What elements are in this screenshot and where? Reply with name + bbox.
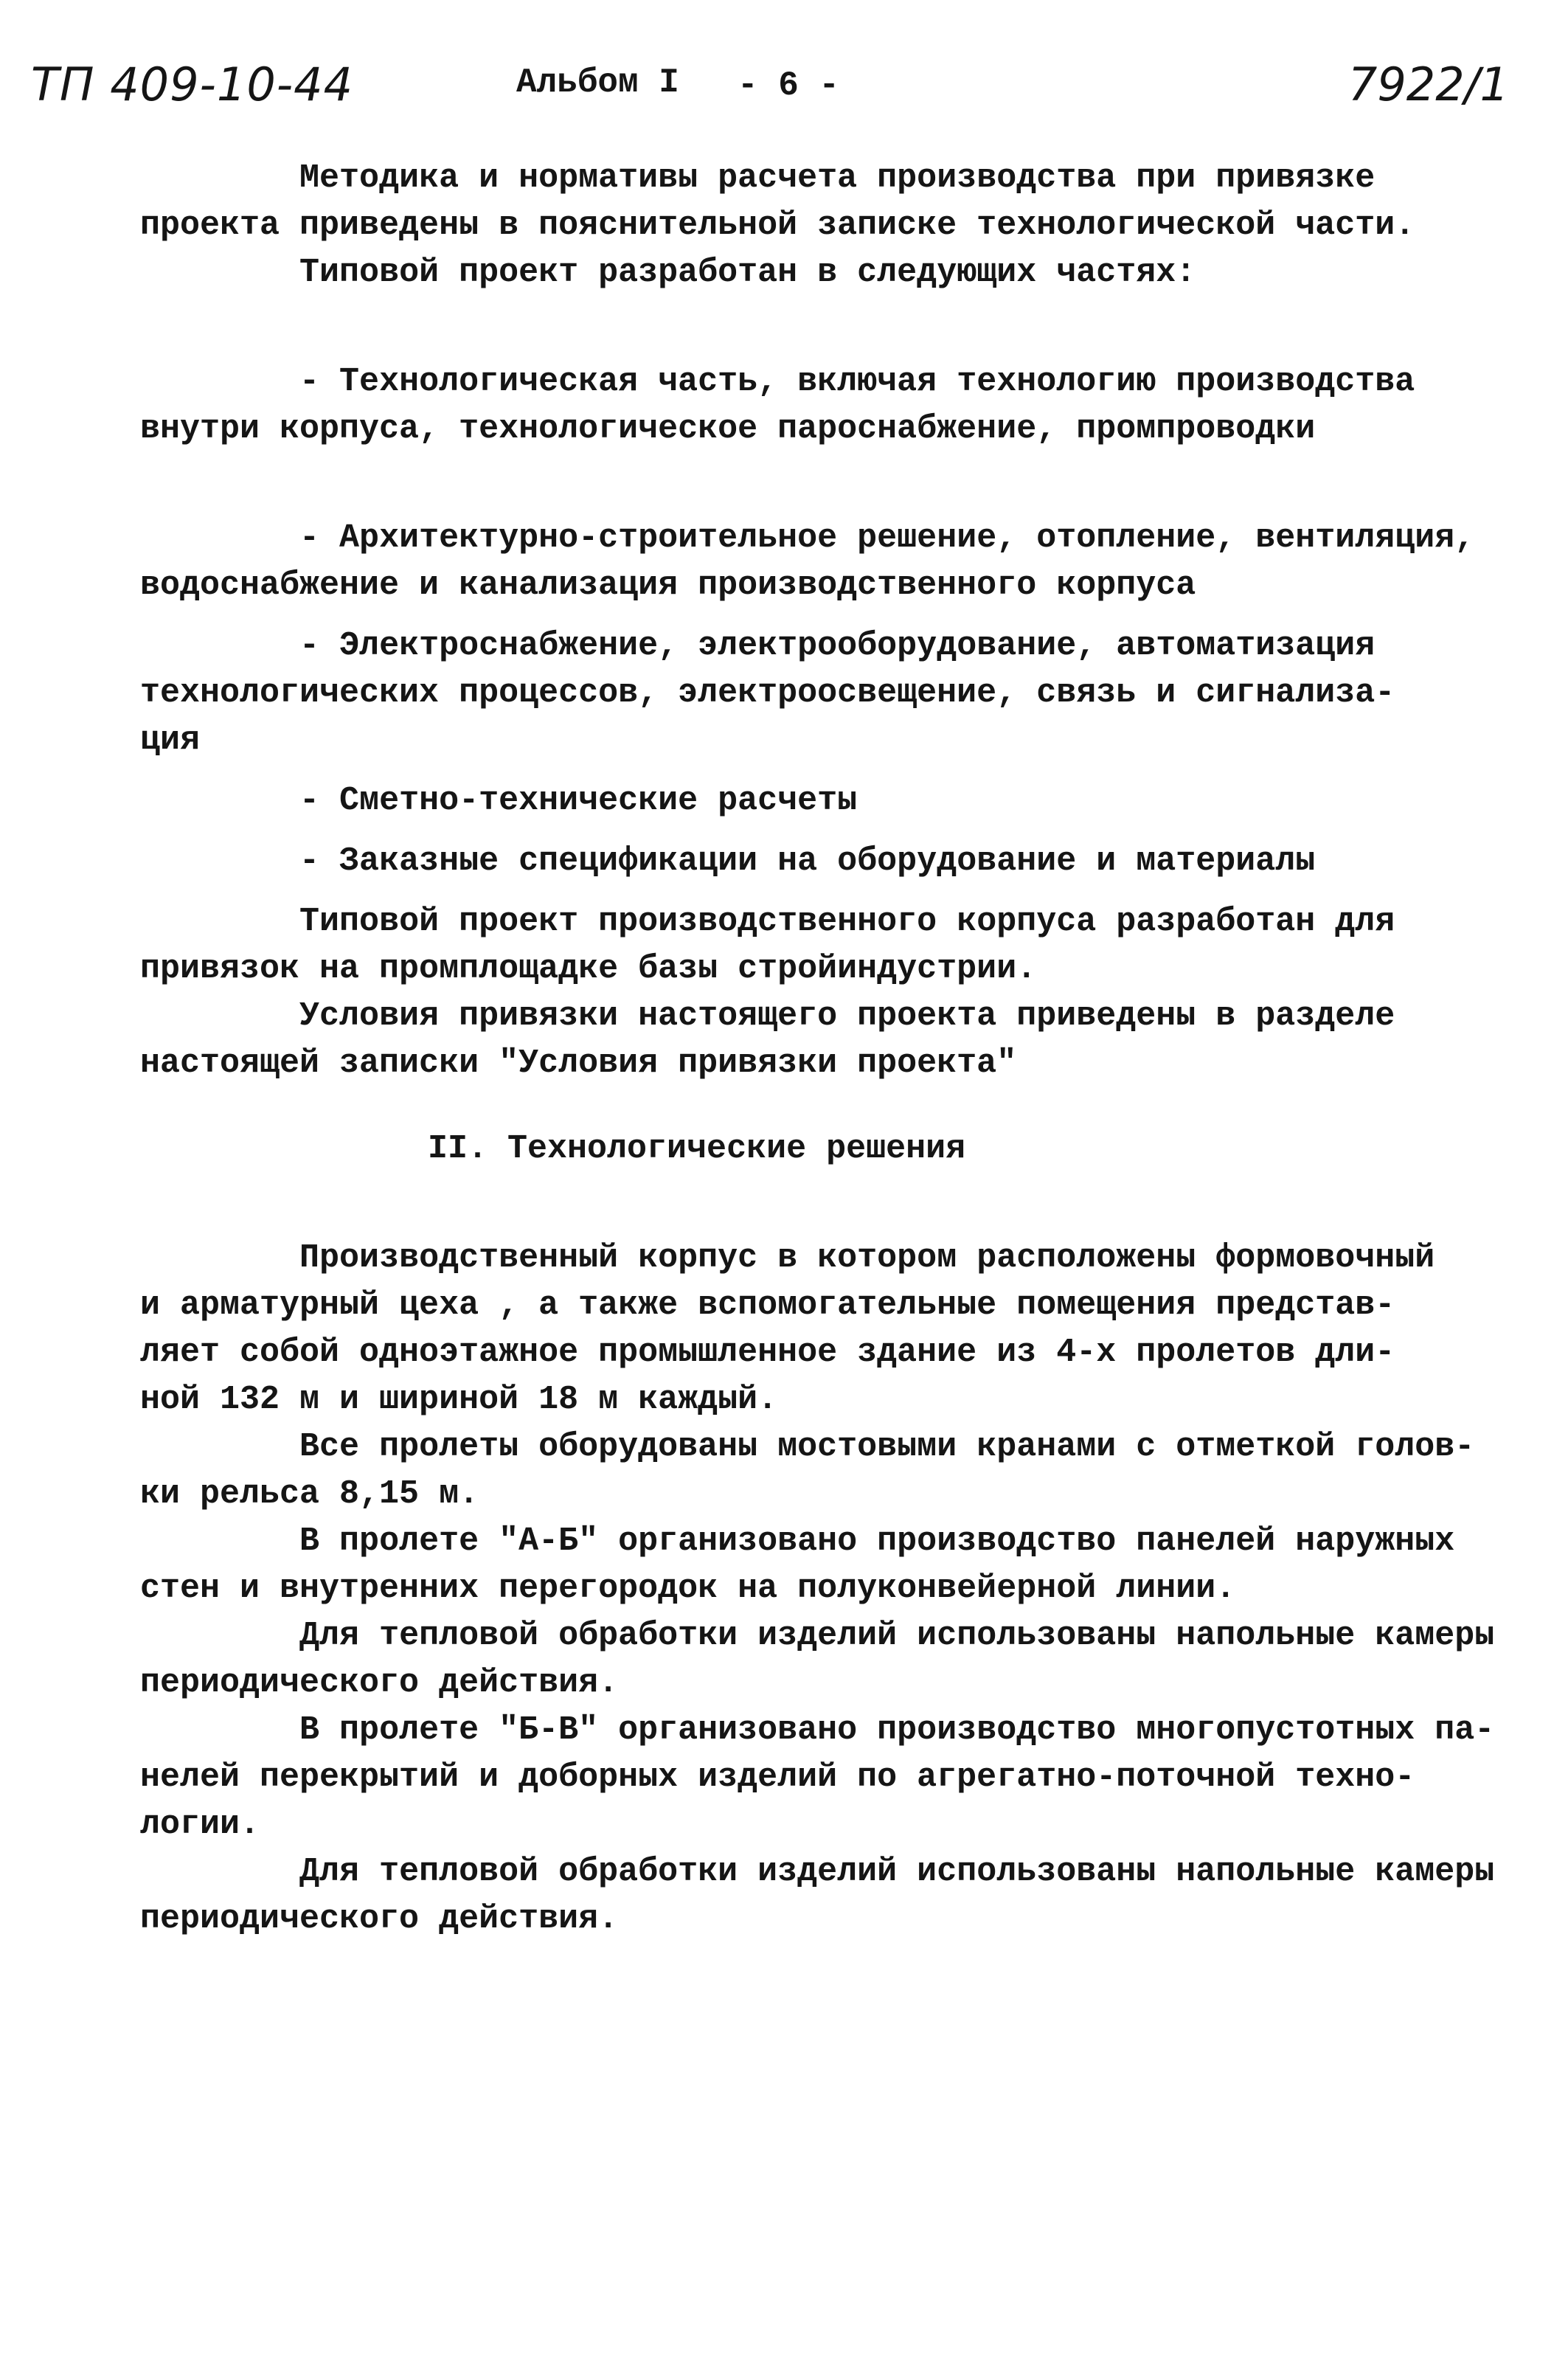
text-line: проекта приведены в пояснительной записке технологической части.	[140, 207, 1415, 244]
text-line: привязок на промплощадке базы стройиндустрии.	[140, 950, 1037, 988]
spacer	[140, 453, 1497, 515]
text-line: стен и внутренних перегородок на полуконвейерной линии.	[140, 1570, 1236, 1607]
text-line: В пролете "Б-В" организовано производство многопустотных па-	[140, 1711, 1495, 1749]
text-line: Типовой проект производственного корпуса разработан для	[140, 903, 1395, 940]
text-line: Для тепловой обработки изделий использованы напольные камеры	[140, 1617, 1495, 1654]
album-label: Альбом I	[516, 63, 679, 102]
text-line: Методика и нормативы расчета производства при привязке	[140, 159, 1376, 197]
page-number: - 6 -	[738, 66, 840, 105]
text-line: настоящей записки "Условия привязки проекта"	[140, 1044, 1017, 1082]
document-number: 7922/1	[1347, 58, 1509, 111]
text-line: В пролете "А-Б" организовано производство панелей наружных	[140, 1522, 1455, 1560]
text-line: ляет собой одноэтажное промышленное здание из 4-х пролетов дли-	[140, 1334, 1395, 1371]
text-line: Производственный корпус в котором расположены формовочный	[140, 1239, 1435, 1277]
page-header	[0, 0, 1568, 148]
text-line: - Технологическая часть, включая технологию производства	[140, 363, 1415, 401]
text-line: - Электроснабжение, электрооборудование, автоматизация	[140, 627, 1376, 665]
text-line: - Заказные спецификации на оборудование и материалы	[140, 842, 1316, 880]
text-line: Все пролеты оборудованы мостовыми кранами с отметкой голов-	[140, 1428, 1475, 1466]
text-line: Для тепловой обработки изделий использованы напольные камеры	[140, 1853, 1495, 1891]
spacer	[140, 297, 1497, 358]
text-line: ки рельса 8,15 м.	[140, 1475, 479, 1513]
text-line: - Архитектурно-строительное решение, отопление, вентиляция,	[140, 519, 1475, 557]
text-line: внутри корпуса, технологическое пароснабжение, промпроводки	[140, 410, 1316, 448]
text-line: Условия привязки настоящего проекта приведены в разделе	[140, 997, 1395, 1035]
text-line: логии.	[140, 1806, 260, 1843]
text-line: нелей перекрытий и доборных изделий по агрегатно-поточной техно-	[140, 1758, 1415, 1796]
document-body	[140, 155, 1497, 1943]
spacer	[140, 1173, 1497, 1235]
text-line: периодического действия.	[140, 1664, 619, 1702]
spacer	[140, 825, 1497, 838]
text-line: - Сметно-технические расчеты	[140, 782, 858, 819]
spacer	[140, 885, 1497, 898]
text-line: технологических процессов, электроосвещение, связь и сигнализа-	[140, 674, 1395, 712]
text-line: водоснабжение и канализация производственного корпуса	[140, 566, 1196, 604]
spacer	[140, 609, 1497, 623]
text-line: ция	[140, 721, 201, 759]
text-line: и арматурный цеха , а также вспомогательные помещения представ-	[140, 1286, 1395, 1324]
spacer	[140, 764, 1497, 777]
text-line: Типовой проект разработан в следующих частях:	[140, 254, 1196, 291]
text-line: ной 132 м и шириной 18 м каждый.	[140, 1381, 778, 1418]
section-heading: II. Технологические решения	[428, 1130, 966, 1168]
project-code: ТП 409-10-44	[31, 58, 354, 111]
spacer	[140, 1087, 1497, 1126]
text-line: периодического действия.	[140, 1900, 619, 1938]
